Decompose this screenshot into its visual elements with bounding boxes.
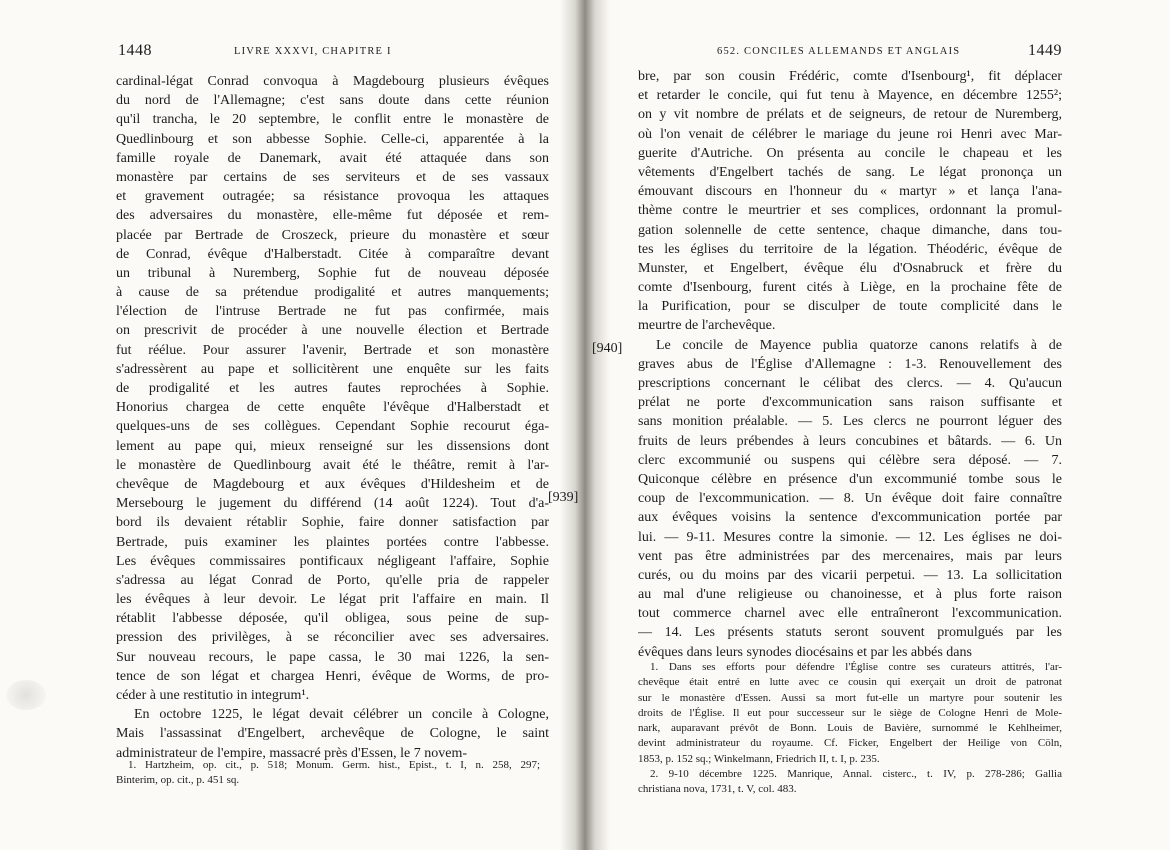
text-line: Le concile de Mayence publia quatorze canons relatifs à de (656, 337, 1062, 353)
text-line: vent pas être administrées par des mercenaires, mais par leurs (638, 548, 1062, 564)
left-running-head (118, 42, 552, 64)
text-line: prescriptions concernant le célibat des clercs. — 4. Qu'aucun (638, 376, 1062, 391)
text-line: où l'on venait de célébrer le mariage du jeune roi Henri avec Mar- (638, 126, 1062, 142)
text-line: tence de son légat et chargea Henri, évêque de Worms, de pro- (116, 668, 549, 684)
text-line: du nord de l'Allemagne; c'est sans doute dans cette réunion (116, 93, 549, 109)
text-line: Bertrade, puis examiner les plaintes portées contre l'abbesse. (116, 534, 549, 550)
text-line: Quiconque célèbre en présence d'un excommunié tombe sous le (638, 471, 1062, 487)
text-line: prélat ne porte d'excommunication sans raison suffisante et (638, 395, 1062, 411)
text-line: lui. — 9-11. Mesures contre la simonie. — 12. Les églises ne doi- (638, 529, 1062, 545)
text-line: gation solennelle de cette sentence, chaque dimanche, dans tou- (638, 222, 1062, 238)
text-line: vêtements d'Engelbert tachés de sang. Le légat prononça un (638, 164, 1062, 180)
footnote-line: 1. Dans ses efforts pour défendre l'Église contre ses curateurs attitrés, l'ar- (650, 661, 1062, 673)
text-line: Honorius chargea de cette enquête l'évêque d'Halberstadt et (116, 400, 549, 416)
text-line: Sur nouveau recours, le pape cassa, le 30 mai 1226, la sen- (116, 649, 549, 665)
text-line: émouvant discours en l'honneur du « martyr » et lança l'ana- (638, 184, 1062, 200)
text-line: administrateur de l'empire, massacré près d'Essen, le 7 novem- (116, 745, 468, 761)
text-line: au mal d'une religieuse ou chanoinesse, et à plus forte raison (638, 587, 1062, 603)
footnote-line: sur le monastère d'Essen. Aussi sa mort fut-elle un martyre pour soutenir les (638, 691, 1062, 704)
text-line: Mais l'assassinat d'Engelbert, archevêque de Cologne, le saint (116, 726, 549, 742)
text-line: bord ils devaient rétablir Sophie, faire donner satisfaction par (116, 515, 549, 531)
text-line: placée par Bertrade de Croszeck, prieure du monastère et sœur (116, 227, 549, 243)
footnote-line: devint administrateur du royaume. Cf. Ficker, Engelbert der Heilige von Cöln, (638, 737, 1062, 750)
text-line: quelques-uns de ses collègues. Cependant Sophie recourut éga- (116, 419, 549, 435)
text-line: et gravement outragée; sa résistance provoqua les attaques (116, 189, 549, 205)
text-line: Les évêques commissaires pontificaux négligeant l'affaire, Sophie (116, 553, 549, 569)
footnote-line: 1. Hartzheim, op. cit., p. 518; Monum. Germ. hist., Epist., t. I, n. 258, 297; (128, 759, 540, 771)
text-line: cardinal-légat Conrad convoqua à Magdebourg plusieurs évêques (116, 74, 549, 89)
text-line: on y vit nombre de prélats et de seigneurs, de retour de Nuremberg, (638, 107, 1062, 123)
footnote-line: chevêque était entré en lutte avec ce cousin qui exerçait un droit de patronat (638, 676, 1062, 689)
text-line: on prescrivit de procéder à une nouvelle élection et Bertrade (116, 323, 549, 339)
text-line: Munster, et Engelbert, évêque élu d'Osnabruck et frère du (638, 260, 1062, 276)
right-page (597, 0, 1170, 850)
text-line: tout commerce charnel avec elle entraîneront l'excommunication. (638, 606, 1062, 622)
left-body-text (116, 72, 549, 763)
text-line: rétablit l'abbesse déposée, qu'il obligea, sous peine de sup- (116, 611, 549, 627)
right-running-title: 652. CONCILES ALLEMANDS ET ANGLAIS (717, 46, 961, 57)
margin-reference-940: [940] (592, 341, 623, 356)
right-running-head (637, 42, 1062, 64)
text-line: la Purification, pour se disculper de toute complicité dans le (638, 299, 1062, 315)
text-line: Quedlinbourg et son abbesse Sophie. Celle-ci, apparentée à la (116, 131, 549, 147)
text-line: évêques dans leurs synodes diocésains et par les abbés dans (638, 644, 972, 660)
text-line: céder à une restitutio in integrum¹. (116, 688, 310, 703)
text-line: fut réélue. Pour assurer l'avenir, Bertrade et son monastère (116, 342, 549, 358)
text-line: monastère par certains de ses serviteurs et de ses vassaux (116, 169, 549, 185)
footnote-line: Binterim, op. cit., p. 451 sq. (116, 774, 240, 787)
text-line: s'adressèrent au pape et sollicitèrent une enquête sur les faits (116, 361, 549, 377)
text-line: un tribunal à Nuremberg, Sophie fut de nouveau déposée (116, 265, 549, 281)
text-line: Mersebourg le jugement du différend (14 août 1224). Tout d'a- (116, 496, 549, 512)
text-line: guerite d'Autriche. On présenta au concile le chapeau et les (638, 145, 1062, 161)
text-line: s'adressa au légat Conrad de Porto, qu'elle pria de rappeler (116, 572, 549, 588)
text-line: meurtre de l'archevêque. (638, 318, 776, 334)
text-line: — 14. Les présents statuts seront souvent promulgués par les (638, 625, 1062, 641)
text-line: chevêque de Magdebourg et aux évêques d'Hildesheim et de (116, 476, 549, 492)
text-line: fruits de leurs prébendes à leurs concubines et bâtards. — 6. Un (638, 433, 1062, 449)
text-line: lement au pape qui, mieux renseigné sur les dissensions dont (116, 438, 549, 454)
text-line: qu'il trancha, le 20 septembre, le conflit entre le monastère de (116, 112, 549, 128)
left-page-number: 1448 (118, 42, 152, 59)
footnote-line: 2. 9-10 décembre 1225. Manrique, Annal. cisterc., t. IV, p. 278-286; Gallia (650, 768, 1062, 781)
text-line: l'élection de l'intruse Bertrade ne fut pas confirmée, mais (116, 304, 549, 320)
left-page (0, 0, 575, 850)
text-line: comte d'Isenbourg, furent cités à Liège, en la prochaine fête de (638, 280, 1062, 296)
right-body-text (638, 67, 1062, 662)
text-line: coup de l'excommunication. — 8. Un évêque doit faire connaître (638, 491, 1062, 507)
text-line: graves abus de l'Église d'Allemagne : 1-3. Renouvellement des (638, 356, 1062, 372)
text-line: les évêques à leur devoir. Le légat prit l'affaire en main. Il (116, 592, 549, 608)
text-line: de Conrad, évêque d'Halberstadt. Citée à comparaître devant (116, 246, 549, 262)
text-line: à cause de sa prétendue prodigalité et autres manquements; (116, 285, 549, 301)
right-footnotes (638, 660, 1062, 798)
text-line: et retarder le concile, qui fut tenu à Mayence, en décembre 1255²; (638, 88, 1062, 104)
margin-reference-939: [939] (548, 490, 579, 505)
footnote-line: christiana nova, 1731, t. V, col. 483. (638, 783, 797, 796)
text-line: tes les églises du territoire de la légation. Théodéric, évêque de (638, 241, 1062, 257)
right-page-number: 1449 (1028, 42, 1062, 59)
text-line: clerc excommunié ou suspens qui célèbre sera déposé. — 7. (638, 452, 1062, 468)
text-line: sans monition préalable. — 5. Les clercs ne pourront léguer des (638, 414, 1062, 430)
text-line: de prodigalité et les autres fautes reprochées à Sophie. (116, 381, 549, 396)
footnote-line: nark, auparavant prévôt de Bonn. Louis de Bavière, surnommé le Kehlheimer, (638, 722, 1062, 735)
left-footnotes (116, 758, 540, 789)
text-line: aux évêques voisins la sentence d'excommunication portée par (638, 510, 1062, 526)
text-line: En octobre 1225, le légat devait célébrer un concile à Cologne, (134, 707, 549, 723)
text-line: bre, par son cousin Frédéric, comte d'Isenbourg¹, fit déplacer (638, 69, 1062, 84)
footnote-line: 1853, p. 152 sq.; Winkelmann, Friedrich II, t. I, p. 235. (638, 752, 880, 765)
text-line: pression des privilèges, à se réconcilier avec ses adversaires. (116, 630, 549, 646)
text-line: famille royale de Danemark, avait été attaquée dans son (116, 150, 549, 166)
text-line: des adversaires du monastère, elle-même fut déposée et rem- (116, 208, 549, 224)
text-line: curés, ou du moins par des vicarii perpetui. — 13. La sollicitation (638, 567, 1062, 583)
text-line: thème contre le meurtrier et ses complices, ordonnant la promul- (638, 203, 1062, 219)
left-running-title: LIVRE XXXVI, CHAPITRE I (234, 46, 392, 57)
footnote-line: droits de l'Église. Il eut pour successeur sur le siège de Cologne Henri de Mole- (638, 706, 1062, 719)
text-line: le monastère de Quedlinbourg avait été le théâtre, remit à l'ar- (116, 457, 549, 473)
